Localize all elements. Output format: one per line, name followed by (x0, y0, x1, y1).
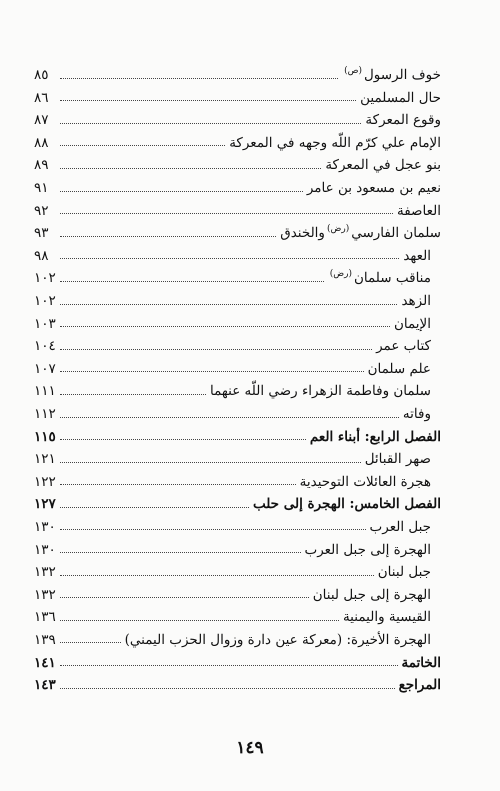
toc-entry (34, 83, 441, 106)
toc-entry (34, 309, 441, 332)
toc-entry-title-text: سلمان وفاطمة الزهراء رضي اللّه عنهما (210, 383, 431, 400)
toc-entry-title-text: المراجع (398, 677, 441, 694)
toc-entry (34, 196, 441, 219)
toc-entry (34, 331, 441, 354)
toc-entry-title (360, 89, 441, 106)
toc-entry-title-text: القيسية واليمنية (342, 609, 431, 626)
toc-entry (34, 670, 441, 693)
toc-entry-title-text: الإمام علي كرّم اللّه وجهه في المعركة (229, 134, 441, 151)
toc-entry-page-number: ١٣٩ (34, 631, 56, 648)
dot-leader (60, 665, 398, 666)
toc-entry-title (365, 453, 431, 467)
toc-entry-title-text: نعيم بن مسعود بن عامر (306, 180, 441, 197)
toc-entry-title-text: الهجرة إلى جبل العرب (304, 541, 431, 558)
toc-entry-title-text: علم سلمان (367, 360, 431, 377)
dot-leader (60, 484, 296, 485)
dot-leader (60, 281, 324, 282)
toc-entry-page-number: ١٣٦ (34, 609, 56, 626)
toc-entry (34, 625, 441, 648)
toc-entry-title-text: حال المسلمين (360, 89, 441, 106)
toc-entry-title (393, 315, 431, 332)
toc-entry-title-text: سلمان الفارسي (351, 225, 441, 242)
toc-entry (34, 512, 441, 535)
dot-leader (60, 326, 390, 327)
dot-leader (60, 529, 366, 530)
toc-entry (34, 60, 441, 83)
toc-entry-title (401, 295, 431, 309)
toc-entry-page-number: ٨٧ (34, 112, 49, 129)
toc-entry-title (304, 541, 432, 558)
toc-entry-title-text: الإيمان (393, 315, 431, 332)
toc-entry-page-number: ٩١ (34, 180, 49, 197)
dot-leader (60, 417, 399, 418)
toc-entry-page-number: ٨٨ (34, 134, 49, 151)
toc-entry-title-text: صهر القبائل (364, 451, 431, 468)
toc-entry (34, 557, 441, 580)
toc-entry-page-number: ١٤١ (34, 654, 56, 671)
toc-entry-title (403, 408, 431, 422)
dot-leader (60, 597, 309, 598)
toc-entry-title-text: الزهد (401, 293, 431, 310)
page-number: ١٤٩ (236, 738, 264, 758)
toc-entry-title (325, 159, 441, 173)
toc-entry-page-number: ٨٩ (34, 157, 49, 174)
dot-leader (60, 371, 364, 372)
toc-entry-page-number: ١٣٢ (34, 586, 56, 603)
toc-entry-title-text: الهجرة الأخيرة: (معركة عين دارة وزوال الحزب اليمني) (124, 631, 431, 648)
dot-leader (60, 100, 356, 101)
toc-entry (34, 105, 441, 128)
dot-leader (60, 78, 338, 79)
toc-entry (34, 534, 441, 557)
toc-entry-title-text: الهجرة إلى جبل لبنان (312, 586, 431, 603)
toc-entry-title-text: بنو عجل في المعركة (325, 157, 441, 174)
dot-leader (60, 394, 206, 395)
toc-entry-page-number: ١١٢ (34, 406, 56, 422)
toc-entry (34, 422, 441, 445)
toc-entry (34, 263, 441, 286)
toc-entry-title (376, 340, 431, 354)
toc-entry (34, 150, 441, 173)
toc-entry-page-number: ١٠٢ (34, 293, 56, 310)
toc-entry-title-text: العهد (403, 247, 431, 264)
toc-entry-page-number: ١٢٢ (34, 473, 56, 490)
toc-entry-page-number: ٨٦ (34, 89, 49, 106)
toc-entry-title-text: كتاب عمر (376, 338, 431, 355)
dot-leader (60, 191, 303, 192)
toc-entry-page-number: ٩٢ (34, 202, 49, 219)
toc-entry-title (280, 224, 441, 242)
toc-entry-page-number: ١٠٧ (34, 360, 56, 377)
toc-entry-title-text: جبل لبنان (377, 564, 431, 581)
toc-entry-title-text: وفاته (402, 406, 431, 422)
toc-entry-page-number: ١١٥ (34, 428, 56, 445)
dot-leader (60, 258, 399, 259)
dot-leader (60, 123, 361, 124)
toc-entry-title-continuation: والخندق (280, 225, 325, 242)
toc-entry-title-text: مناقب سلمان (353, 270, 431, 287)
toc-entry-title (401, 654, 442, 671)
toc-entry-title (343, 611, 431, 625)
dot-leader (60, 688, 395, 689)
toc-entry-page-number: ١٣٢ (34, 564, 56, 581)
dot-leader (60, 620, 339, 621)
toc-entry (34, 173, 441, 196)
toc-entry (34, 354, 441, 377)
dot-leader (60, 236, 276, 237)
toc-entry (34, 218, 441, 241)
toc-entry-title (367, 360, 431, 377)
toc-entry-title (229, 134, 441, 151)
toc-entry (34, 399, 441, 422)
toc-entry-title-text: الفصل الرابع: أبناء العم (309, 428, 441, 445)
toc-entry-title (309, 428, 441, 445)
toc-entry-title-text: جبل العرب (369, 518, 431, 535)
toc-entry-page-number: ٨٥ (34, 67, 49, 84)
toc-entry-title (210, 385, 431, 399)
toc-entry-page-number: ١٠٤ (34, 338, 56, 355)
dot-leader (60, 642, 121, 643)
dot-leader (60, 304, 397, 305)
toc-entry (34, 467, 441, 490)
toc-entry-page-number: ١٣٠ (34, 518, 56, 535)
dot-leader (60, 145, 225, 146)
toc-entry-page-number: ١١١ (34, 383, 56, 400)
toc-entry-title (369, 518, 431, 535)
toc-entry-page-number: ١٢١ (34, 451, 56, 468)
toc-entry-page-number: ١٣٠ (34, 541, 56, 558)
toc-entry (34, 602, 441, 625)
dot-leader (60, 213, 393, 214)
toc-entry-title-text: هجرة العائلات التوحيدية (299, 473, 431, 490)
toc-entry-page-number: ٩٣ (34, 225, 49, 242)
toc-entry (34, 128, 441, 151)
dot-leader (60, 439, 306, 440)
toc-entry-title (253, 498, 441, 512)
toc-entry (34, 376, 441, 399)
toc-entry-title (403, 247, 431, 264)
toc-entry-page-number: ١٢٧ (34, 496, 56, 513)
toc-entry-title (396, 202, 441, 219)
toc-entry-title-text: وقوع المعركة (365, 112, 441, 129)
dot-leader (60, 575, 374, 576)
dot-leader (60, 552, 301, 553)
toc-entry-title (312, 586, 431, 603)
toc-entry-title (378, 566, 431, 580)
toc-entry-page-number: ١٠٣ (34, 315, 56, 332)
table-of-contents (34, 60, 441, 693)
toc-entry-title (124, 631, 431, 648)
toc-entry (34, 444, 441, 467)
toc-entry-page-number: ١٠٢ (34, 270, 56, 287)
dot-leader (60, 168, 321, 169)
toc-entry-page-number: ٩٨ (34, 247, 49, 264)
toc-entry-title (399, 679, 441, 693)
dot-leader (60, 462, 361, 463)
toc-entry (34, 489, 441, 512)
toc-entry (34, 241, 441, 264)
toc-entry-title-text: الفصل الخامس: الهجرة إلى حلب (252, 496, 441, 513)
toc-entry-title (365, 114, 441, 128)
honorific-superscript: (ص) (344, 66, 362, 77)
toc-entry-title-text: العاصفة (396, 202, 441, 219)
honorific-superscript: (رض) (326, 224, 350, 235)
toc-entry-title (342, 66, 441, 84)
toc-entry-title-text: الخاتمة (401, 654, 441, 671)
honorific-superscript: (رض) (329, 269, 352, 280)
dot-leader (60, 349, 372, 350)
toc-entry-title-text: خوف الرسول (363, 67, 441, 84)
toc-entry-title (299, 473, 431, 490)
toc-entry-title (328, 269, 431, 287)
dot-leader (60, 507, 249, 508)
toc-entry-title (307, 182, 441, 196)
toc-entry (34, 580, 441, 603)
toc-entry-page-number: ١٤٣ (34, 677, 56, 694)
toc-entry (34, 647, 441, 670)
toc-entry (34, 286, 441, 309)
